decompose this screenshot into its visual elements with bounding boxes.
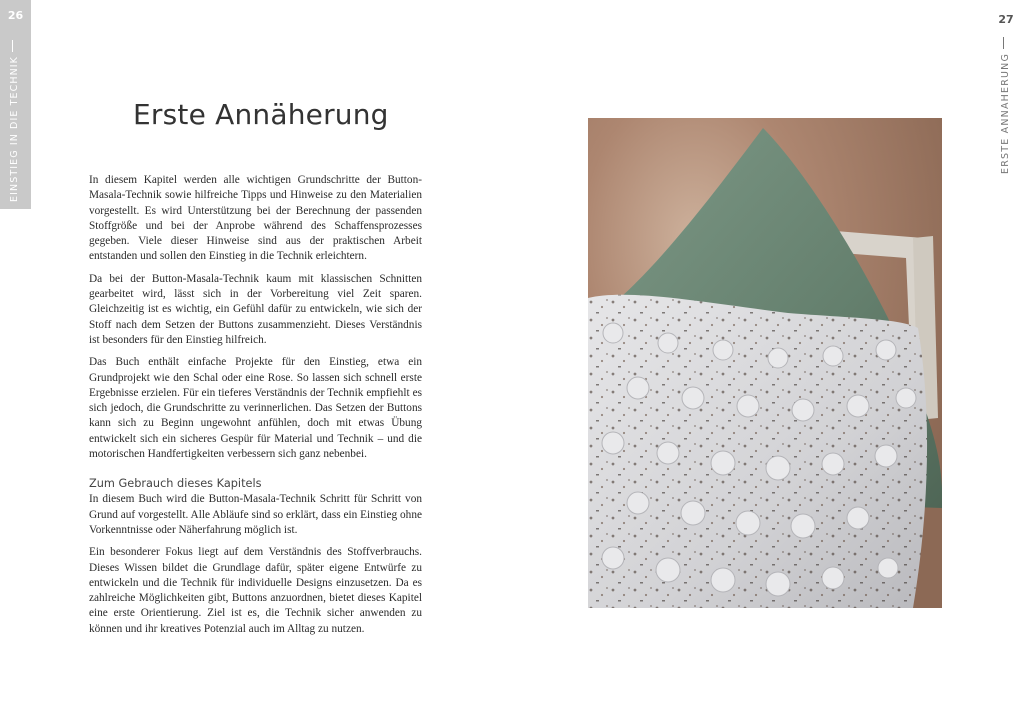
running-head-right-text: ERSTE ANNÄHERUNG (1000, 52, 1011, 174)
pillow-photo (588, 118, 942, 608)
page-number-left: 26 (7, 9, 24, 22)
paragraph: Das Buch enthält einfache Projekte für den Einstieg, etwa ein Grundprojekt wie den Schal oder eine Rose. So lassen sich schnell erste Ergebnisse erzielen. Für ein tieferes Verständnis der Technik empfiehlt es sich jedoch, die Grundschritte zu verinnerlichen. Das Setzen der Buttons kann sich zu Beginn ungewohnt anfühlen, doch mit etwas Übung entwickelt sich ein sicheres Gespür für Material und Technik – und die motorischen Handfertigkeiten verbessern sich ganz nebenbei. (89, 356, 422, 461)
running-head-right (999, 34, 1013, 174)
paragraph: In diesem Kapitel werden alle wichtigen Grundschritte der Button-Masala-Technik sowie hilfreiche Tipps und Hinweise zu den Materialien vorgestellt. Es wird Unterstützung bei der Berechnung der passenden Stoffgröße und bei der Anprobe während des Schaffensprozesses gegeben. Viele dieser Hinweise sind aus der praktischen Arbeit entstanden und sollen den Einstieg in die Technik erleichtern. (89, 174, 422, 263)
pillow-photo-illustration (588, 118, 942, 608)
running-head-separator (12, 40, 13, 52)
page-number-right: 27 (998, 13, 1014, 26)
subheading: Zum Gebrauch dieses Kapitels (89, 477, 262, 491)
paragraph: Ein besonderer Fokus liegt auf dem Verständnis des Stoffverbrauchs. Dieses Wissen bildet die Grundlage dafür, später eigene Entwürfe zu entwickeln und die Technik für individuelle Designs einzusetzen. Da es zahlreiche Möglichkeiten gibt, Buttons anzuordnen, bietet dieses Kapitel eine erste Orientierung. Ziel ist es, die Technik sicher anwenden zu können und ihr kreatives Potenzial auch im Alltag zu nutzen. (89, 546, 422, 635)
paragraph: Da bei der Button-Masala-Technik kaum mit klassischen Schnitten gearbeitet wird, lässt sich in der Vorbereitung viel Zeit sparen. Gleichzeitig ist es wichtig, ein Gefühl dafür zu entwickeln, wie sich der Stoff nach dem Setzen der Buttons zusammenzieht. Dieses Verständnis ist besonders für den Einstieg hilfreich. (89, 272, 422, 346)
body-text (89, 173, 422, 644)
running-head-separator (1003, 37, 1004, 49)
left-running-tab (0, 0, 31, 209)
running-head-left (8, 30, 22, 202)
running-head-left-text: EINSTIEG IN DIE TECHNIK (9, 55, 20, 202)
paragraph: In diesem Buch wird die Button-Masala-Technik Schritt für Schritt von Grund auf vorgestellt. Alle Abläufe sind so erklärt, dass ein Einstieg ohne Vorkenntnisse oder Näherfahrung möglich ist. (89, 493, 422, 536)
chapter-title: Erste Annäherung (133, 98, 389, 131)
